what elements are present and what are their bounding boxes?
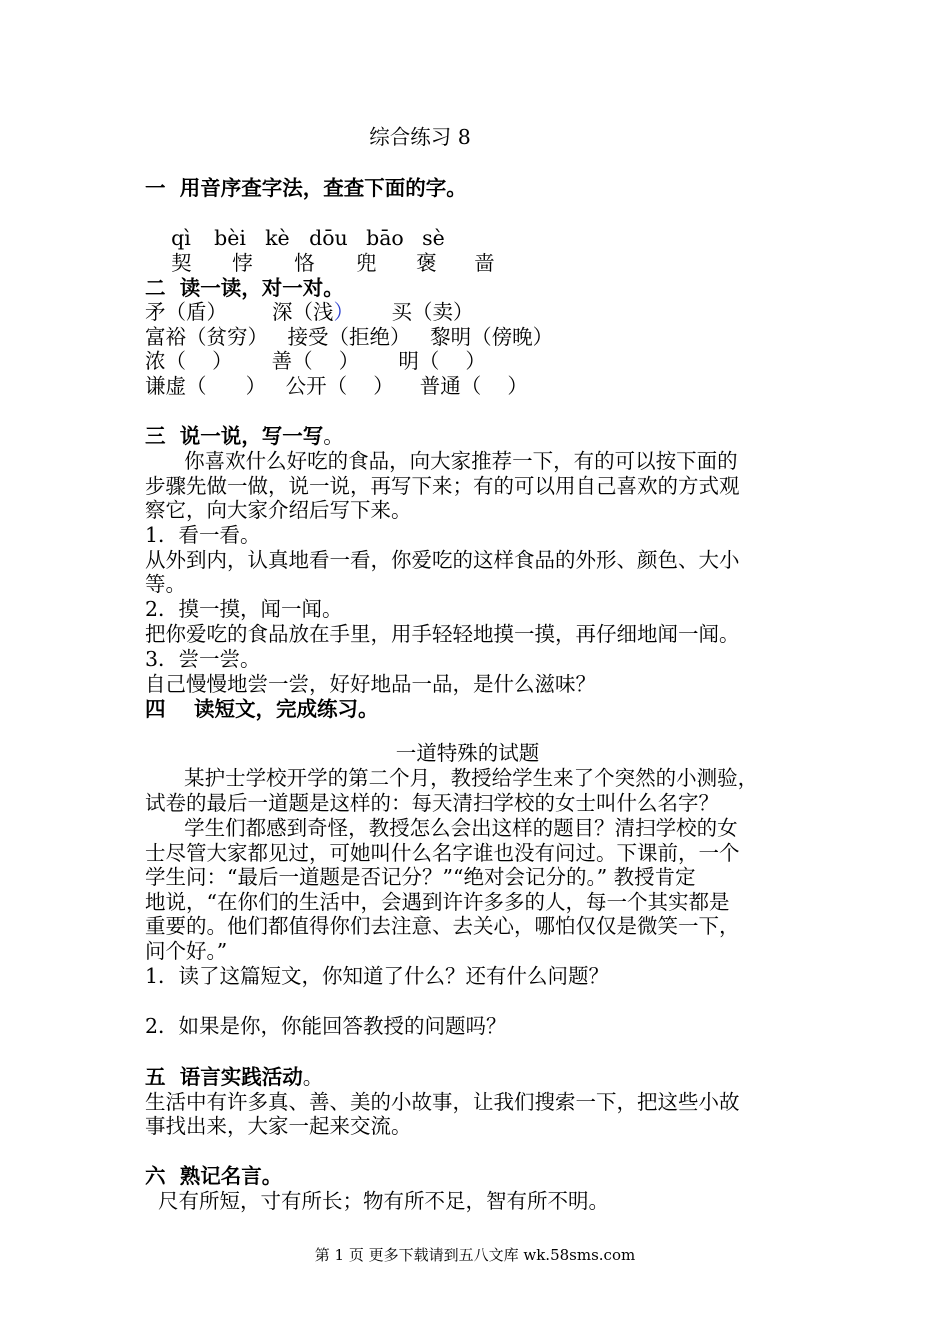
page-footer: 第 1 页 更多下载请到五八文库 wk.58sms.com bbox=[314, 1246, 636, 1264]
pinyin-item: bāo bbox=[366, 226, 404, 250]
section-3-heading-text: 三 说一说，写一写 bbox=[145, 424, 324, 448]
section-5-heading-end: 。 bbox=[302, 1065, 324, 1089]
question-1: 1．读了这篇短文，你知道了什么？还有什么问题？ bbox=[145, 964, 610, 988]
step-1-label: 1．看一看。 bbox=[145, 523, 261, 547]
pinyin-item: dōu bbox=[309, 226, 348, 250]
question-2: 2．如果是你，你能回答教授的问题吗？ bbox=[145, 1014, 507, 1038]
activity-text: 事找出来，大家一起来交流。 bbox=[145, 1114, 412, 1138]
character-item: 悖 bbox=[232, 251, 253, 275]
section-6-heading: 六 熟记名言。 bbox=[145, 1164, 283, 1188]
pinyin-item: qì bbox=[171, 226, 191, 250]
antonym-paren: ） bbox=[333, 300, 354, 324]
antonym-pair: 深（浅 bbox=[272, 300, 334, 324]
antonym-pair: 矛（盾） bbox=[145, 300, 227, 324]
step-2-text: 把你爱吃的食品放在手里，用手轻轻地摸一摸，再仔细地闻一闻。 bbox=[145, 622, 740, 646]
antonym-row-1 bbox=[145, 300, 474, 325]
step-2-label: 2．摸一摸，闻一闻。 bbox=[145, 597, 343, 621]
story-line: 地说，“在你们的生活中，会遇到许许多多的人，每一个其实都是 bbox=[145, 890, 730, 914]
story-line: 学生们都感到奇怪，教授怎么会出这样的题目？清扫学校的女 bbox=[145, 816, 738, 840]
story-line: 士尽管大家都见过，可她叫什么名字谁也没有问过。下课前，一个 bbox=[145, 841, 740, 865]
pinyin-item: sè bbox=[422, 226, 445, 250]
step-1-text: 从外到内，认真地看一看，你爱吃的这样食品的外形、颜色、大小 bbox=[145, 548, 740, 572]
page-title: 综合练习 8 bbox=[369, 125, 471, 149]
paragraph-line: 察它，向大家介绍后写下来。 bbox=[145, 498, 412, 522]
paragraph-line: 你喜欢什么好吃的食品，向大家推荐一下，有的可以按下面的 bbox=[145, 449, 738, 473]
character-item: 褒 bbox=[416, 251, 437, 275]
character-item: 兜 bbox=[356, 251, 377, 275]
section-4-heading: 四 读短文，完成练习。 bbox=[145, 697, 379, 721]
section-1-heading: 一 用音序查字法，查查下面的字。 bbox=[145, 176, 467, 200]
pinyin-item: bèi bbox=[214, 226, 246, 250]
character-item: 契 bbox=[171, 251, 192, 275]
paragraph-line: 步骤先做一做，说一说，再写下来；有的可以用自己喜欢的方式观 bbox=[145, 474, 740, 498]
story-line: 学生问：“最后一道题是否记分？”“绝对会记分的。” 教授肯定 bbox=[145, 865, 696, 889]
character-item: 恪 bbox=[294, 251, 315, 275]
pinyin-item: kè bbox=[265, 226, 290, 250]
story-title: 一道特殊的试题 bbox=[395, 741, 540, 765]
antonym-pair: 买（卖） bbox=[391, 300, 474, 324]
section-3-heading-end: 。 bbox=[323, 424, 344, 448]
antonym-row-4: 谦虚（ ） 公开（ ） 普通（ ） bbox=[145, 374, 528, 398]
antonym-row-2: 富裕（贫穷） 接受（拒绝） 黎明（傍晚） bbox=[145, 325, 554, 349]
story-line: 问个好。” bbox=[145, 939, 228, 963]
section-2-heading: 二 读一读，对一对。 bbox=[145, 276, 344, 300]
section-5-heading bbox=[145, 1065, 323, 1090]
step-3-label: 3．尝一尝。 bbox=[145, 647, 261, 671]
antonym-row-3: 浓（ ） 善（ ） 明（ ） bbox=[145, 349, 486, 373]
story-line: 某护士学校开学的第二个月，教授给学生来了个突然的小测验， bbox=[145, 766, 759, 790]
step-1-text: 等。 bbox=[145, 572, 186, 596]
activity-text: 生活中有许多真、善、美的小故事，让我们搜索一下，把这些小故 bbox=[145, 1090, 740, 1114]
step-3-text: 自己慢慢地尝一尝，好好地品一品，是什么滋味？ bbox=[145, 672, 596, 696]
section-3-heading bbox=[145, 424, 344, 449]
story-line: 试卷的最后一道题是这样的：每天清扫学校的女士叫什么名字？ bbox=[145, 791, 719, 815]
section-5-heading-text: 五 语言实践活动 bbox=[145, 1065, 303, 1089]
character-item: 啬 bbox=[474, 251, 495, 275]
proverb-text: 尺有所短，寸有所长；物有所不足，智有所不明。 bbox=[145, 1189, 610, 1213]
story-line: 重要的。他们都值得你们去注意、去关心，哪怕仅仅是微笑一下， bbox=[145, 914, 740, 938]
